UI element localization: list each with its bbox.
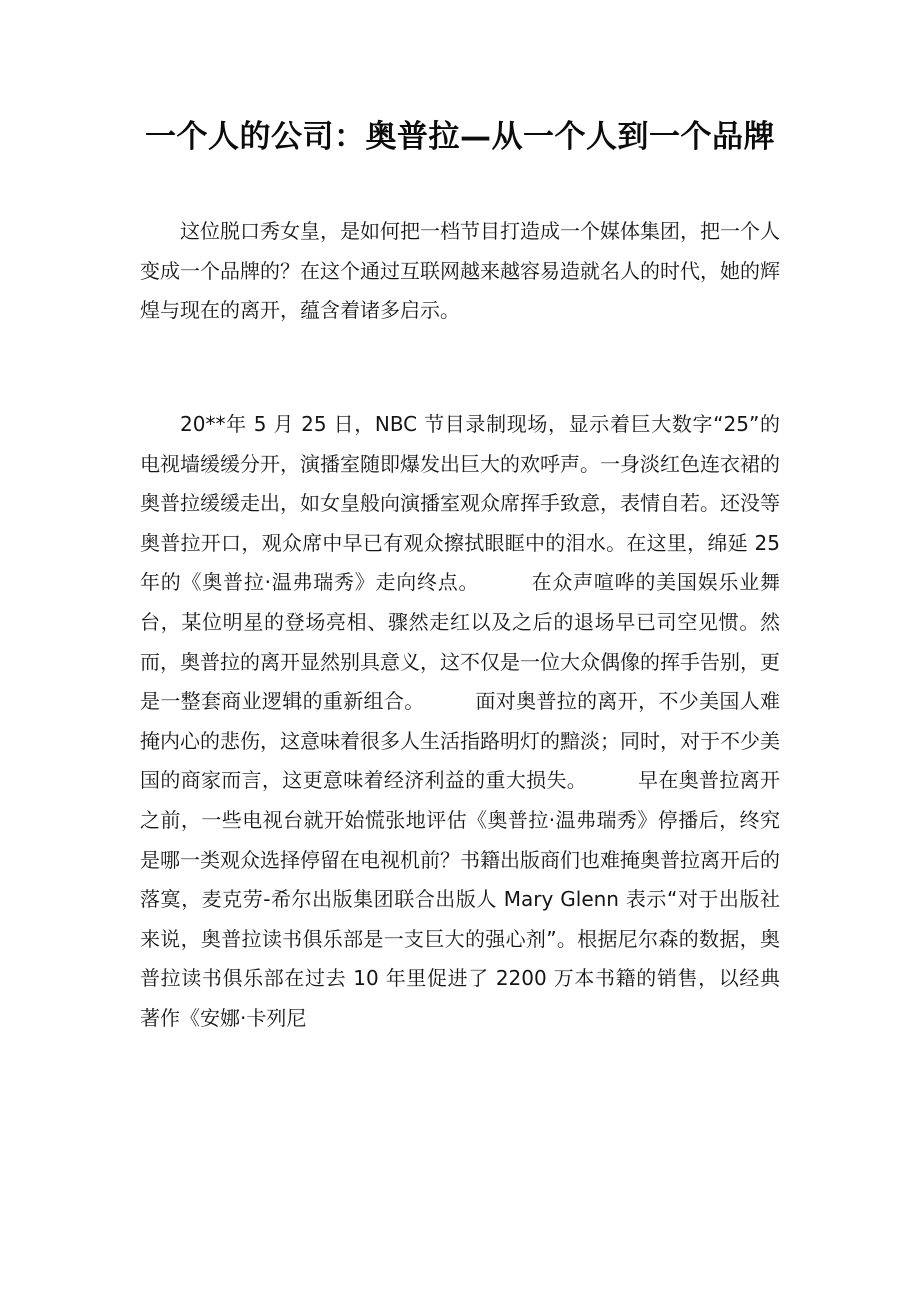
intro-paragraph: 这位脱口秀女皇，是如何把一档节目打造成一个媒体集团，把一个人变成一个品牌的？在这个通过互联网越来越容易造就名人的时代，她的辉煌与现在的离开，蕴含着诸多启示。: [140, 219, 780, 323]
document-title: 一个人的公司：奥普拉—从一个人到一个品牌: [145, 119, 775, 155]
body-paragraph: 20**年 5 月 25 日，NBC 节目录制现场，显示着巨大数字“25”的电视墙缓缓分开，演播室随即爆发出巨大的欢呼声。一身淡红色连衣裙的奥普拉缓缓走出，如女皇般向演播室观众席挥手致意，表情自若。还没等奥普拉开口，观众席中早已有观众擦拭眼眶中的泪水。在这里，绵延 25 年的《奥普拉·温弗瑞秀》走向终点。 在众声喧哗的美国娱乐业舞台，某位明星的登场亮相、骤然走红以及之后的退场早已司空见惯。然而，奥普拉的离开显然别具意义，这不仅是一位大众偶像的挥手告别，更是一整套商业逻辑的重新组合。 面对奥普拉的离开，不少美国人难掩内心的悲伤，这意味着很多人生活指路明灯的黯淡；同时，对于不少美国的商家而言，这更意味着经济利益的重大损失。 早在奥普拉离开之前，一些电视台就开始慌张地评估《奥普拉·温弗瑞秀》停播后，终究是哪一类观众选择停留在电视机前？书籍出版商们也难掩奥普拉离开后的落寞，麦克劳-希尔出版集团联合出版人 Mary Glenn 表示“对于出版社来说，奥普拉读书俱乐部是一支巨大的强心剂”。根据尼尔森的数据，奥普拉读书俱乐部在过去 10 年里促进了 2200 万本书籍的销售，以经典著作《安娜·卡列尼: [140, 412, 780, 1030]
